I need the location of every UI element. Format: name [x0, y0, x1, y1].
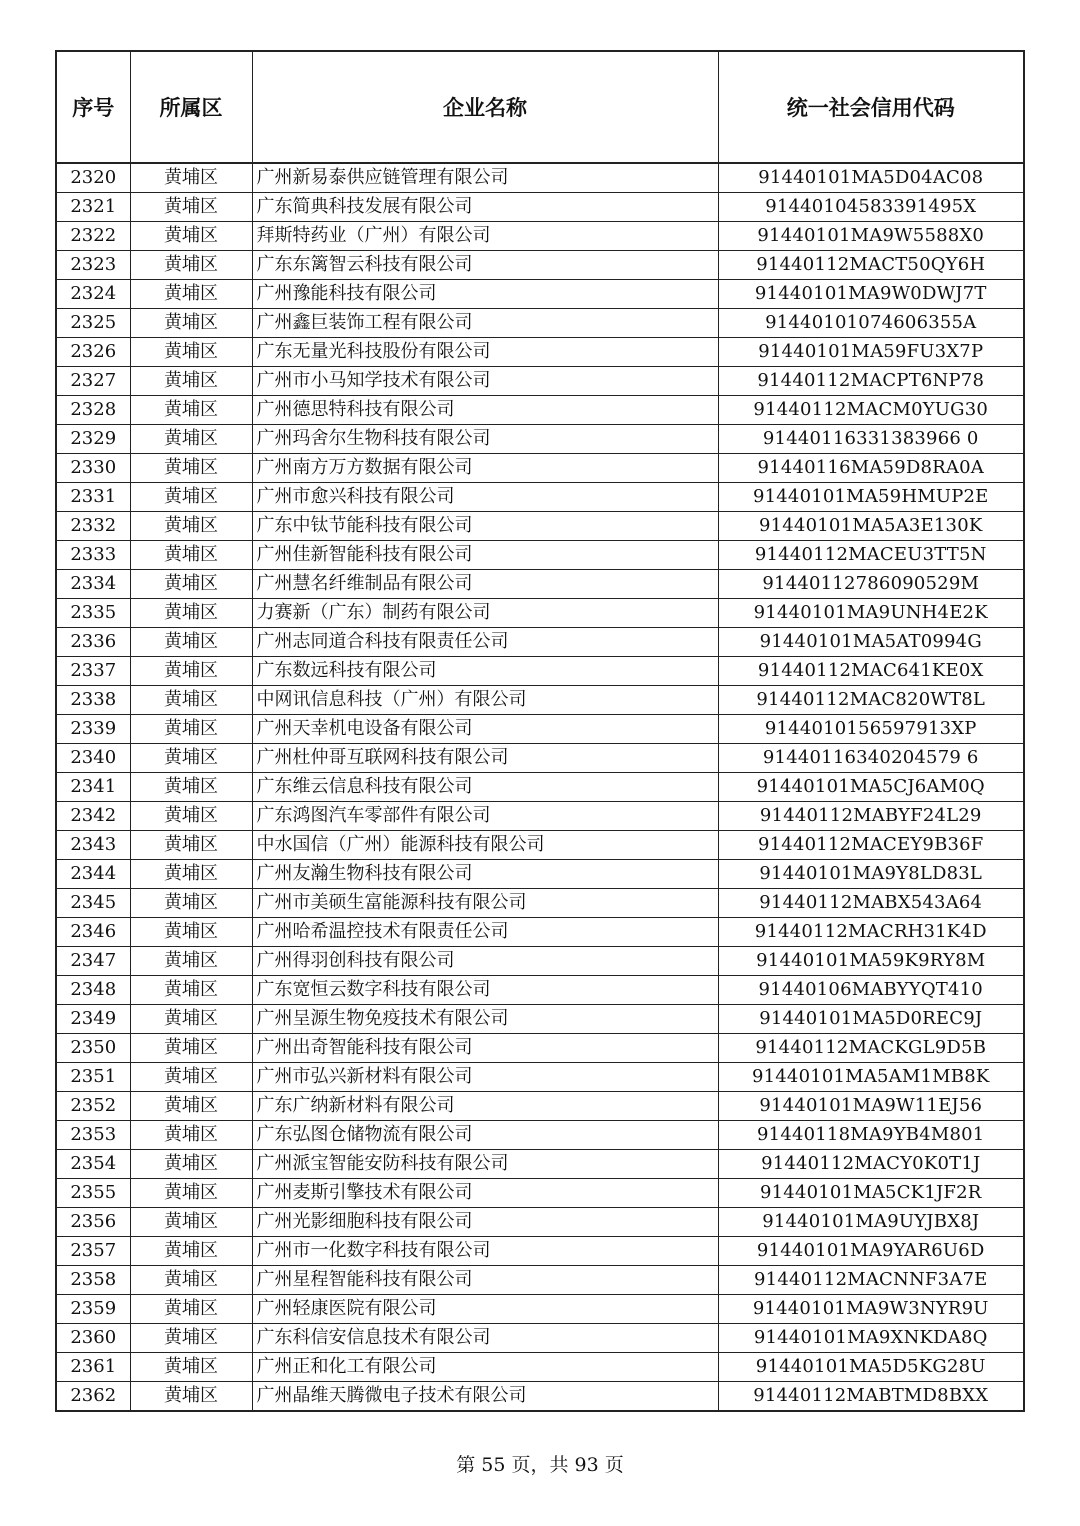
table-row [56, 454, 1024, 483]
row-district: 黄埔区 [130, 1353, 252, 1382]
table-row [56, 1092, 1024, 1121]
row-credit-code: 91440116331383966 0 [718, 425, 1024, 454]
row-credit-code: 91440101074606355A [718, 309, 1024, 338]
row-district: 黄埔区 [130, 280, 252, 309]
row-district: 黄埔区 [130, 976, 252, 1005]
row-company-name: 力赛新（广东）制药有限公司 [252, 599, 718, 628]
row-district: 黄埔区 [130, 1208, 252, 1237]
row-seq: 2343 [56, 831, 130, 860]
row-credit-code: 91440112MAC820WT8L [718, 686, 1024, 715]
row-credit-code: 91440112MACT50QY6H [718, 251, 1024, 280]
row-district: 黄埔区 [130, 628, 252, 657]
row-seq: 2326 [56, 338, 130, 367]
row-district: 黄埔区 [130, 918, 252, 947]
table-row [56, 831, 1024, 860]
table-row [56, 1324, 1024, 1353]
row-district: 黄埔区 [130, 860, 252, 889]
table-body [56, 163, 1024, 1411]
row-seq: 2361 [56, 1353, 130, 1382]
row-seq: 2340 [56, 744, 130, 773]
table-row [56, 773, 1024, 802]
row-credit-code: 91440112MABYF24L29 [718, 802, 1024, 831]
row-district: 黄埔区 [130, 483, 252, 512]
row-company-name: 广东宽恒云数字科技有限公司 [252, 976, 718, 1005]
row-credit-code: 9144010156597913XP [718, 715, 1024, 744]
row-company-name: 中网讯信息科技（广州）有限公司 [252, 686, 718, 715]
row-district: 黄埔区 [130, 425, 252, 454]
row-credit-code: 91440101MA5CK1JF2R [718, 1179, 1024, 1208]
row-credit-code: 91440101MA59K9RY8M [718, 947, 1024, 976]
row-seq: 2329 [56, 425, 130, 454]
row-district: 黄埔区 [130, 1034, 252, 1063]
row-company-name: 广州市弘兴新材料有限公司 [252, 1063, 718, 1092]
row-company-name: 广州杜仲哥互联网科技有限公司 [252, 744, 718, 773]
table-row [56, 1266, 1024, 1295]
table-row [56, 309, 1024, 338]
row-credit-code: 91440112MACKGL9D5B [718, 1034, 1024, 1063]
table-row [56, 1063, 1024, 1092]
row-company-name: 广州轻康医院有限公司 [252, 1295, 718, 1324]
row-district: 黄埔区 [130, 396, 252, 425]
row-credit-code: 91440101MA59HMUP2E [718, 483, 1024, 512]
row-credit-code: 91440101MA59FU3X7P [718, 338, 1024, 367]
row-company-name: 广州天幸机电设备有限公司 [252, 715, 718, 744]
row-credit-code: 91440101MA9YAR6U6D [718, 1237, 1024, 1266]
header-district: 所属区 [130, 51, 252, 163]
row-credit-code: 91440101MA5AT0994G [718, 628, 1024, 657]
row-company-name: 广州得羽创科技有限公司 [252, 947, 718, 976]
row-seq: 2362 [56, 1382, 130, 1412]
row-seq: 2334 [56, 570, 130, 599]
row-company-name: 广州市愈兴科技有限公司 [252, 483, 718, 512]
row-company-name: 广东弘图仓储物流有限公司 [252, 1121, 718, 1150]
row-seq: 2345 [56, 889, 130, 918]
row-district: 黄埔区 [130, 309, 252, 338]
row-seq: 2328 [56, 396, 130, 425]
row-company-name: 广州正和化工有限公司 [252, 1353, 718, 1382]
row-district: 黄埔区 [130, 686, 252, 715]
row-credit-code: 91440112MACRH31K4D [718, 918, 1024, 947]
table-row [56, 599, 1024, 628]
row-seq: 2349 [56, 1005, 130, 1034]
row-seq: 2339 [56, 715, 130, 744]
row-company-name: 广东中钛节能科技有限公司 [252, 512, 718, 541]
row-seq: 2357 [56, 1237, 130, 1266]
row-credit-code: 91440112MAC641KE0X [718, 657, 1024, 686]
row-credit-code: 91440101MA9W11EJ56 [718, 1092, 1024, 1121]
row-company-name: 广东维云信息科技有限公司 [252, 773, 718, 802]
table-row [56, 163, 1024, 193]
table-row [56, 193, 1024, 222]
row-company-name: 广州晶维天腾微电子技术有限公司 [252, 1382, 718, 1412]
table-row [56, 1034, 1024, 1063]
row-seq: 2353 [56, 1121, 130, 1150]
row-company-name: 广东科信安信息技术有限公司 [252, 1324, 718, 1353]
row-credit-code: 91440101MA9Y8LD83L [718, 860, 1024, 889]
table-row [56, 686, 1024, 715]
row-credit-code: 91440112MACEY9B36F [718, 831, 1024, 860]
row-seq: 2337 [56, 657, 130, 686]
row-seq: 2324 [56, 280, 130, 309]
table-row [56, 1150, 1024, 1179]
row-district: 黄埔区 [130, 1382, 252, 1412]
table-row [56, 1121, 1024, 1150]
row-district: 黄埔区 [130, 512, 252, 541]
table-row [56, 802, 1024, 831]
table-row [56, 512, 1024, 541]
row-company-name: 广州南方万方数据有限公司 [252, 454, 718, 483]
row-company-name: 广东无量光科技股份有限公司 [252, 338, 718, 367]
row-seq: 2354 [56, 1150, 130, 1179]
row-district: 黄埔区 [130, 773, 252, 802]
row-company-name: 广州星程智能科技有限公司 [252, 1266, 718, 1295]
row-district: 黄埔区 [130, 1295, 252, 1324]
row-credit-code: 91440116MA59D8RA0A [718, 454, 1024, 483]
row-company-name: 广州出奇智能科技有限公司 [252, 1034, 718, 1063]
row-seq: 2330 [56, 454, 130, 483]
row-credit-code: 91440104583391495X [718, 193, 1024, 222]
row-company-name: 广东广纳新材料有限公司 [252, 1092, 718, 1121]
table-row [56, 396, 1024, 425]
row-seq: 2325 [56, 309, 130, 338]
row-district: 黄埔区 [130, 947, 252, 976]
row-credit-code: 91440101MA9UNH4E2K [718, 599, 1024, 628]
row-district: 黄埔区 [130, 599, 252, 628]
row-seq: 2346 [56, 918, 130, 947]
row-district: 黄埔区 [130, 831, 252, 860]
row-credit-code: 91440112MACM0YUG30 [718, 396, 1024, 425]
row-credit-code: 91440101MA9W3NYR9U [718, 1295, 1024, 1324]
table-row [56, 251, 1024, 280]
row-company-name: 广州德思特科技有限公司 [252, 396, 718, 425]
row-credit-code: 91440101MA9W0DWJ7T [718, 280, 1024, 309]
header-seq: 序号 [56, 51, 130, 163]
row-credit-code: 91440101MA5D04AC08 [718, 163, 1024, 193]
row-seq: 2322 [56, 222, 130, 251]
row-district: 黄埔区 [130, 1237, 252, 1266]
row-district: 黄埔区 [130, 744, 252, 773]
row-seq: 2352 [56, 1092, 130, 1121]
table-header-row [56, 51, 1024, 163]
row-district: 黄埔区 [130, 338, 252, 367]
row-credit-code: 91440112MACNNF3A7E [718, 1266, 1024, 1295]
row-seq: 2348 [56, 976, 130, 1005]
row-district: 黄埔区 [130, 1063, 252, 1092]
row-district: 黄埔区 [130, 1179, 252, 1208]
row-credit-code: 91440101MA5D0REC9J [718, 1005, 1024, 1034]
row-credit-code: 91440101MA9UYJBX8J [718, 1208, 1024, 1237]
row-company-name: 广州市一化数字科技有限公司 [252, 1237, 718, 1266]
company-table [55, 50, 1025, 1412]
row-credit-code: 91440101MA5D5KG28U [718, 1353, 1024, 1382]
table-row [56, 1353, 1024, 1382]
row-credit-code: 91440112786090529M [718, 570, 1024, 599]
row-company-name: 广州玛舍尔生物科技有限公司 [252, 425, 718, 454]
row-company-name: 广州鑫巨装饰工程有限公司 [252, 309, 718, 338]
row-credit-code: 91440101MA5A3E130K [718, 512, 1024, 541]
row-seq: 2342 [56, 802, 130, 831]
page-number: 第 55 页，共 93 页 [456, 1454, 624, 1476]
row-district: 黄埔区 [130, 1324, 252, 1353]
row-company-name: 广州市美硕生富能源科技有限公司 [252, 889, 718, 918]
table-row [56, 425, 1024, 454]
row-district: 黄埔区 [130, 1266, 252, 1295]
row-seq: 2359 [56, 1295, 130, 1324]
row-seq: 2338 [56, 686, 130, 715]
table-row [56, 889, 1024, 918]
row-company-name: 广州呈源生物免疫技术有限公司 [252, 1005, 718, 1034]
table-row [56, 280, 1024, 309]
row-district: 黄埔区 [130, 1092, 252, 1121]
table-row [56, 541, 1024, 570]
row-company-name: 广州慧名纤维制品有限公司 [252, 570, 718, 599]
table-row [56, 918, 1024, 947]
row-company-name: 广东鸿图汽车零部件有限公司 [252, 802, 718, 831]
row-district: 黄埔区 [130, 163, 252, 193]
row-company-name: 广州豫能科技有限公司 [252, 280, 718, 309]
row-district: 黄埔区 [130, 541, 252, 570]
table-row [56, 1179, 1024, 1208]
row-district: 黄埔区 [130, 802, 252, 831]
row-seq: 2323 [56, 251, 130, 280]
table-row [56, 715, 1024, 744]
row-credit-code: 91440101MA9W5588X0 [718, 222, 1024, 251]
row-credit-code: 91440101MA9XNKDA8Q [718, 1324, 1024, 1353]
row-credit-code: 91440112MACPT6NP78 [718, 367, 1024, 396]
row-company-name: 广东东篱智云科技有限公司 [252, 251, 718, 280]
row-district: 黄埔区 [130, 367, 252, 396]
row-company-name: 拜斯特药业（广州）有限公司 [252, 222, 718, 251]
table-row [56, 628, 1024, 657]
row-company-name: 广州友瀚生物科技有限公司 [252, 860, 718, 889]
row-seq: 2358 [56, 1266, 130, 1295]
row-company-name: 广东简典科技发展有限公司 [252, 193, 718, 222]
table-row [56, 367, 1024, 396]
row-credit-code: 91440112MABTMD8BXX [718, 1382, 1024, 1412]
table-row [56, 222, 1024, 251]
row-seq: 2320 [56, 163, 130, 193]
row-credit-code: 91440112MACY0K0T1J [718, 1150, 1024, 1179]
row-seq: 2347 [56, 947, 130, 976]
row-credit-code: 91440116340204579 6 [718, 744, 1024, 773]
row-credit-code: 91440112MACEU3TT5N [718, 541, 1024, 570]
row-company-name: 广州新易泰供应链管理有限公司 [252, 163, 718, 193]
table-row [56, 860, 1024, 889]
row-credit-code: 91440101MA5AM1MB8K [718, 1063, 1024, 1092]
row-company-name: 中水国信（广州）能源科技有限公司 [252, 831, 718, 860]
row-credit-code: 91440118MA9YB4M801 [718, 1121, 1024, 1150]
table-row [56, 744, 1024, 773]
row-seq: 2351 [56, 1063, 130, 1092]
row-district: 黄埔区 [130, 570, 252, 599]
row-district: 黄埔区 [130, 715, 252, 744]
row-company-name: 广州市小马知学技术有限公司 [252, 367, 718, 396]
row-seq: 2335 [56, 599, 130, 628]
table-row [56, 1208, 1024, 1237]
table-row [56, 947, 1024, 976]
row-seq: 2321 [56, 193, 130, 222]
row-seq: 2344 [56, 860, 130, 889]
row-district: 黄埔区 [130, 251, 252, 280]
table-row [56, 483, 1024, 512]
header-company-name: 企业名称 [252, 51, 718, 163]
table-row [56, 1237, 1024, 1266]
row-seq: 2332 [56, 512, 130, 541]
table-row [56, 1005, 1024, 1034]
row-district: 黄埔区 [130, 1150, 252, 1179]
row-seq: 2333 [56, 541, 130, 570]
row-district: 黄埔区 [130, 222, 252, 251]
table-row [56, 1295, 1024, 1324]
row-company-name: 广州佳新智能科技有限公司 [252, 541, 718, 570]
table-row [56, 657, 1024, 686]
row-seq: 2356 [56, 1208, 130, 1237]
row-district: 黄埔区 [130, 889, 252, 918]
row-company-name: 广州哈希温控技术有限责任公司 [252, 918, 718, 947]
row-district: 黄埔区 [130, 454, 252, 483]
row-credit-code: 91440101MA5CJ6AM0Q [718, 773, 1024, 802]
row-district: 黄埔区 [130, 193, 252, 222]
table-row [56, 976, 1024, 1005]
row-district: 黄埔区 [130, 1121, 252, 1150]
row-district: 黄埔区 [130, 1005, 252, 1034]
row-seq: 2350 [56, 1034, 130, 1063]
row-company-name: 广东数远科技有限公司 [252, 657, 718, 686]
row-district: 黄埔区 [130, 657, 252, 686]
header-credit-code: 统一社会信用代码 [718, 51, 1024, 163]
table-row [56, 570, 1024, 599]
row-seq: 2341 [56, 773, 130, 802]
row-company-name: 广州派宝智能安防科技有限公司 [252, 1150, 718, 1179]
row-seq: 2355 [56, 1179, 130, 1208]
table-row [56, 1382, 1024, 1412]
row-company-name: 广州麦斯引擎技术有限公司 [252, 1179, 718, 1208]
row-seq: 2331 [56, 483, 130, 512]
row-company-name: 广州光影细胞科技有限公司 [252, 1208, 718, 1237]
row-seq: 2327 [56, 367, 130, 396]
row-seq: 2336 [56, 628, 130, 657]
row-company-name: 广州志同道合科技有限责任公司 [252, 628, 718, 657]
company-table-container [55, 50, 1023, 1412]
row-credit-code: 91440106MABYYQT410 [718, 976, 1024, 1005]
row-credit-code: 91440112MABX543A64 [718, 889, 1024, 918]
table-row [56, 338, 1024, 367]
row-seq: 2360 [56, 1324, 130, 1353]
